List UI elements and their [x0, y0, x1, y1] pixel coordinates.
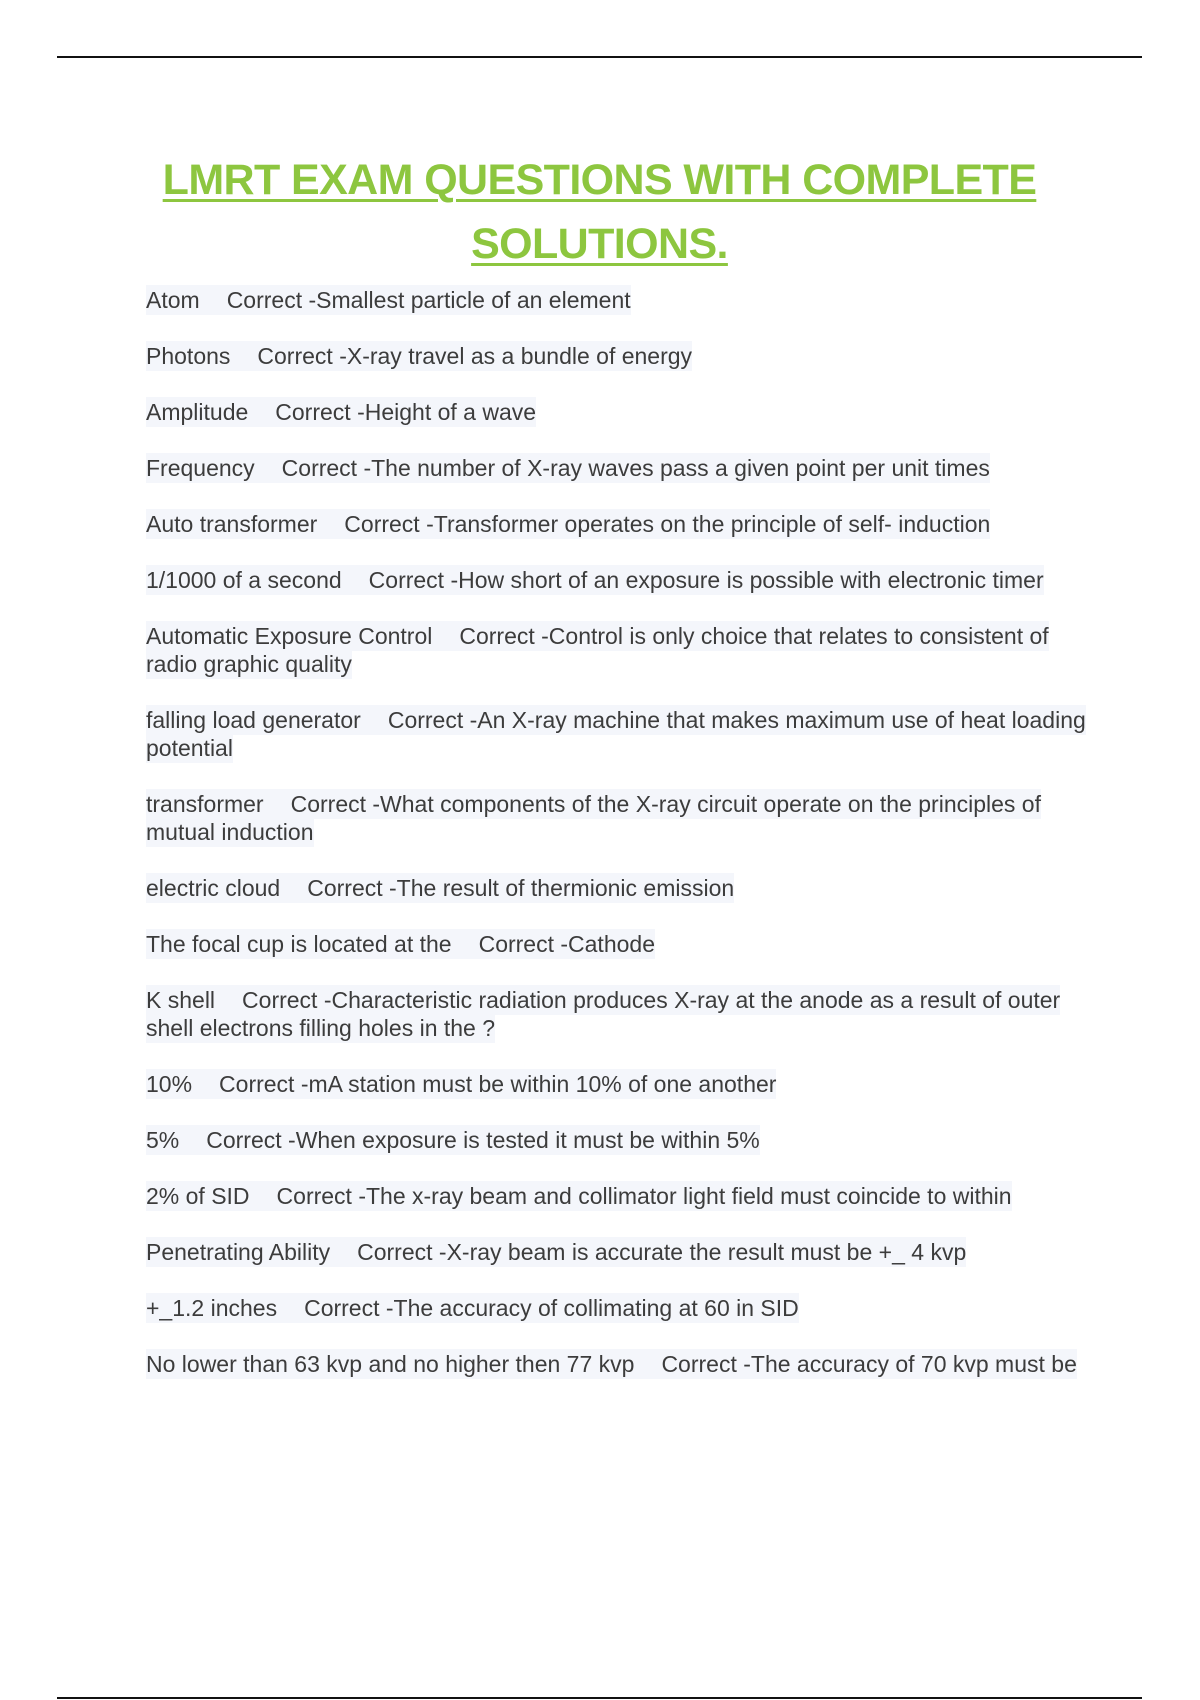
qa-item	[146, 874, 1096, 902]
qa-item	[146, 1238, 1096, 1266]
header-rule	[57, 56, 1142, 58]
qa-answer: Correct -Transformer operates on the principle of self- induction	[344, 511, 991, 537]
page-title-line-2: SOLUTIONS.	[471, 220, 728, 268]
qa-answer: Correct -The x-ray beam and collimator light field must coincide to within	[276, 1183, 1012, 1209]
qa-term: falling load generator	[146, 707, 361, 733]
qa-term: 10%	[146, 1071, 193, 1097]
qa-answer: Correct -The result of thermionic emission	[307, 875, 735, 901]
qa-item	[146, 398, 1096, 426]
qa-item	[146, 286, 1096, 314]
qa-answer: Correct -How short of an exposure is possible with electronic timer	[368, 567, 1044, 593]
qa-term: +_1.2 inches	[146, 1295, 278, 1321]
qa-term: K shell	[146, 987, 216, 1013]
qa-term: Penetrating Ability	[146, 1239, 331, 1265]
qa-answer: Correct -The accuracy of 70 kvp must be	[661, 1351, 1077, 1377]
qa-term: Auto transformer	[146, 511, 318, 537]
qa-answer: Correct -Characteristic radiation produces X-ray at the anode as a result of outer shell electrons filling holes in the ?	[146, 987, 1061, 1041]
qa-item	[146, 930, 1096, 958]
page-title-line-1: LMRT EXAM QUESTIONS WITH COMPLETE	[162, 156, 1037, 204]
footer-rule	[57, 1697, 1142, 1699]
qa-term: Atom	[146, 287, 200, 313]
qa-item	[146, 1070, 1096, 1098]
qa-item	[146, 510, 1096, 538]
qa-answer: Correct -Height of a wave	[275, 399, 537, 425]
qa-term: electric cloud	[146, 875, 281, 901]
qa-item	[146, 622, 1096, 678]
qa-answer: Correct -mA station must be within 10% of one another	[219, 1071, 777, 1097]
qa-answer: Correct -Smallest particle of an element	[226, 287, 631, 313]
qa-answer: Correct -An X-ray machine that makes maximum use of heat loading potential	[146, 707, 1086, 761]
qa-answer: Correct -Control is only choice that relates to consistent of radio graphic quality	[146, 623, 1049, 677]
qa-item	[146, 566, 1096, 594]
qa-answer: Correct -When exposure is tested it must be within 5%	[206, 1127, 760, 1153]
qa-answer: Correct -X-ray travel as a bundle of energy	[257, 343, 693, 369]
qa-item	[146, 1294, 1096, 1322]
qa-answer: Correct -Cathode	[478, 931, 655, 957]
qa-answer: Correct -X-ray beam is accurate the result must be +_ 4 kvp	[357, 1239, 967, 1265]
qa-term: 5%	[146, 1127, 180, 1153]
qa-term: No lower than 63 kvp and no higher then 77 kvp	[146, 1351, 635, 1377]
page-title	[57, 148, 1142, 276]
qa-term: Frequency	[146, 455, 255, 481]
qa-item	[146, 1126, 1096, 1154]
qa-item	[146, 790, 1096, 846]
qa-item	[146, 1182, 1096, 1210]
qa-item	[146, 706, 1096, 762]
qa-term: 2% of SID	[146, 1183, 250, 1209]
qa-term: transformer	[146, 791, 264, 817]
qa-answer: Correct -What components of the X-ray circuit operate on the principles of mutual induction	[146, 791, 1041, 845]
qa-term: 1/1000 of a second	[146, 567, 342, 593]
qa-item	[146, 342, 1096, 370]
qa-item	[146, 1350, 1096, 1378]
qa-answer: Correct -The accuracy of collimating at 60 in SID	[304, 1295, 799, 1321]
qa-term: Amplitude	[146, 399, 249, 425]
qa-term: The focal cup is located at the	[146, 931, 452, 957]
qa-list	[146, 286, 1096, 1406]
qa-term: Photons	[146, 343, 231, 369]
qa-item	[146, 454, 1096, 482]
qa-answer: Correct -The number of X-ray waves pass a given point per unit times	[281, 455, 990, 481]
qa-item	[146, 986, 1096, 1042]
qa-term: Automatic Exposure Control	[146, 623, 433, 649]
